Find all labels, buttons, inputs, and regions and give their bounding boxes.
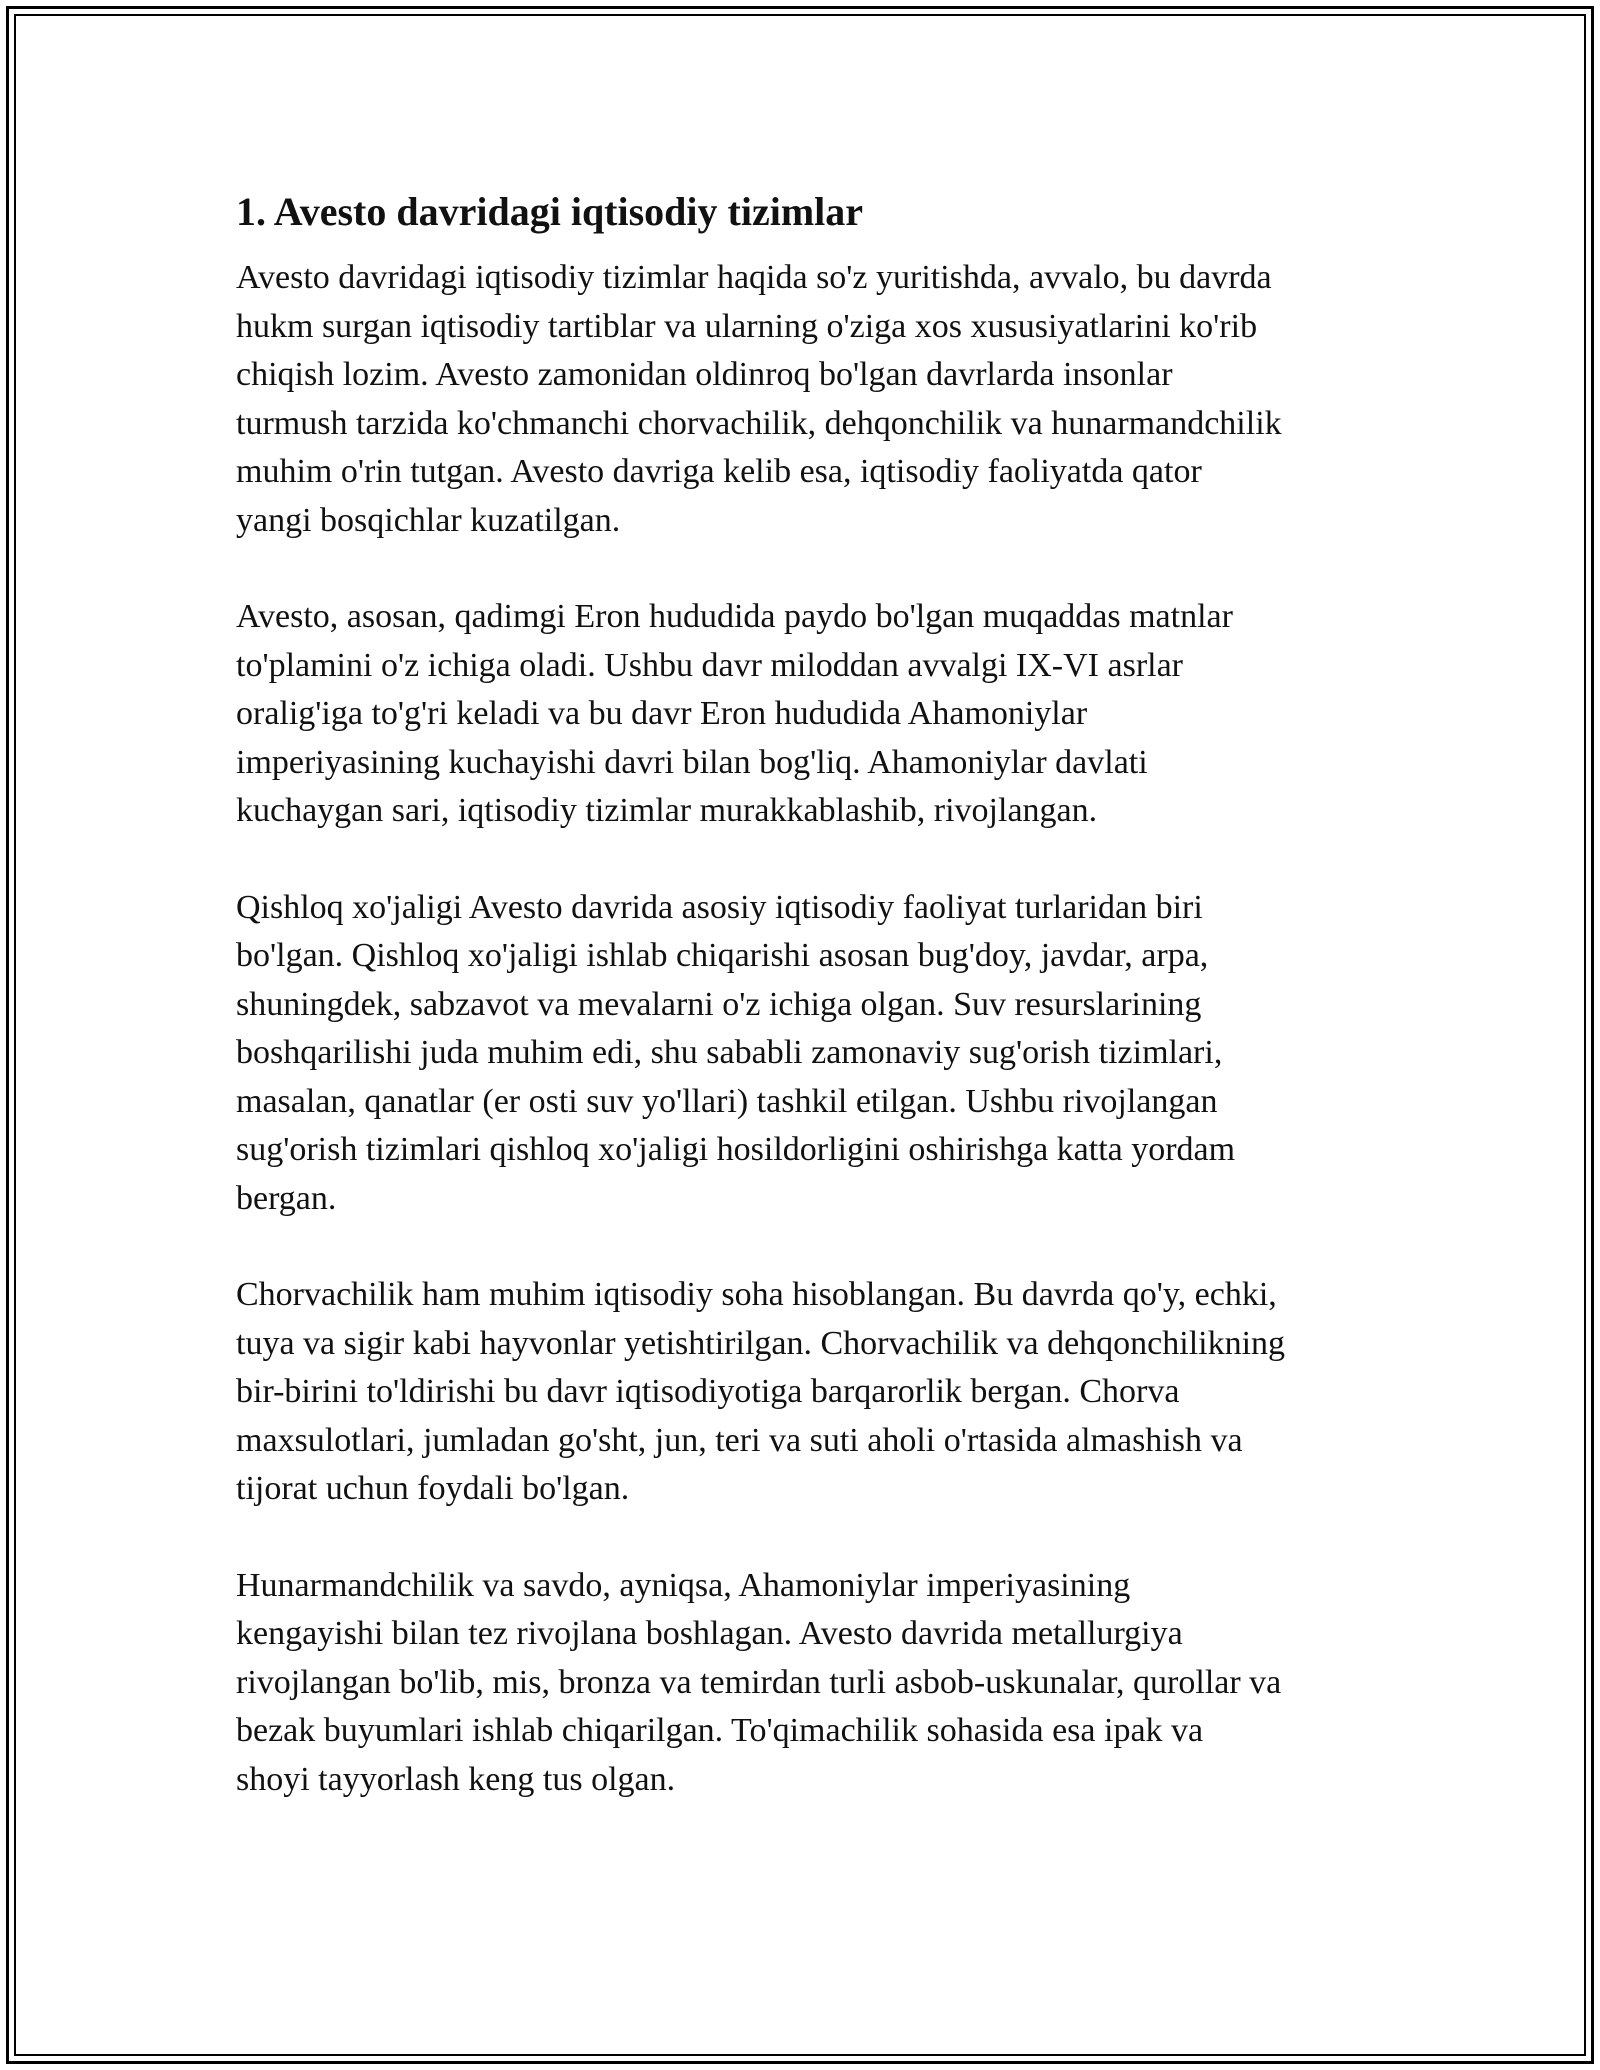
text-line: kuchaygan sari, iqtisodiy tizimlar murakkablashib, rivojlangan. (236, 792, 1098, 829)
text-line: boshqarilishi juda muhim edi, shu sababli zamonaviy sug'orish tizimlari, (236, 1034, 1223, 1071)
text-line: oralig'iga to'g'ri keladi va bu davr Eron hududida Ahamoniylar (236, 695, 1088, 732)
text-line: rivojlangan bo'lib, mis, bronza va temirdan turli asbob-uskunalar, qurollar va (236, 1663, 1282, 1701)
section-title: 1. Avesto davridagi iqtisodiy tizimlar (236, 189, 864, 234)
text-line: bir-birini to'ldirishi bu davr iqtisodiyotiga barqarorlik bergan. Chorva (236, 1373, 1180, 1410)
text-line: sug'orish tizimlari qishloq xo'jaligi hosildorligini oshirishga katta yordam (236, 1131, 1236, 1168)
paragraph (236, 254, 1376, 545)
paragraph (236, 1271, 1376, 1514)
text-line: Avesto davridagi iqtisodiy tizimlar haqida so'z yuritishda, avvalo, bu davrda (236, 259, 1272, 296)
text-line: turmush tarzida ko'chmanchi chorvachilik, dehqonchilik va hunarmandchilik (236, 404, 1282, 442)
paragraph (236, 593, 1376, 836)
text-line: muhim o'rin tutgan. Avesto davriga kelib esa, iqtisodiy faoliyatda qator (236, 453, 1202, 490)
text-line: Chorvachilik ham muhim iqtisodiy soha hisoblangan. Bu davrda qo'y, echki, (236, 1276, 1277, 1313)
text-line: tuya va sigir kabi hayvonlar yetishtirilgan. Chorvachilik va dehqonchilikning (236, 1324, 1286, 1362)
text-line: bo'lgan. Qishloq xo'jaligi ishlab chiqarishi asosan bug'doy, javdar, arpa, (236, 937, 1209, 974)
paragraph (236, 884, 1376, 1224)
text-line: Avesto, asosan, qadimgi Eron hududida paydo bo'lgan muqaddas matnlar (236, 598, 1233, 635)
document-content (236, 186, 1376, 1852)
text-line: masalan, qanatlar (er osti suv yo'llari) tashkil etilgan. Ushbu rivojlangan (236, 1082, 1218, 1120)
text-line: shoyi tayyorlash keng tus olgan. (236, 1760, 676, 1798)
text-line: bergan. (236, 1179, 337, 1217)
text-line: bezak buyumlari ishlab chiqarilgan. To'qimachilik sohasida esa ipak va (236, 1712, 1204, 1749)
text-line: Hunarmandchilik va savdo, ayniqsa, Ahamoniylar imperiyasining (236, 1566, 1131, 1604)
text-line: tijorat uchun foydali bo'lgan. (236, 1470, 630, 1507)
text-line: Qishloq xo'jaligi Avesto davrida asosiy iqtisodiy faoliyat turlaridan biri (236, 888, 1203, 926)
text-line: imperiyasining kuchayishi davri bilan bog'liq. Ahamoniylar davlati (236, 743, 1148, 781)
paragraph (236, 1562, 1376, 1805)
text-line: chiqish lozim. Avesto zamonidan oldinroq bo'lgan davrlarda insonlar (236, 356, 1173, 393)
text-line: to'plamini o'z ichiga oladi. Ushbu davr miloddan avvalgi IX-VI asrlar (236, 646, 1184, 684)
text-line: hukm surgan iqtisodiy tartiblar va ularning o'ziga xos xususiyatlarini ko'rib (236, 307, 1258, 345)
text-line: shuningdek, sabzavot va mevalarni o'z ichiga olgan. Suv resurslarining (236, 985, 1202, 1023)
text-line: maxsulotlari, jumladan go'sht, jun, teri va suti aholi o'rtasida almashish va (236, 1421, 1243, 1459)
text-line: yangi bosqichlar kuzatilgan. (236, 501, 621, 539)
text-line: kengayishi bilan tez rivojlana boshlagan. Avesto davrida metallurgiya (236, 1615, 1183, 1652)
